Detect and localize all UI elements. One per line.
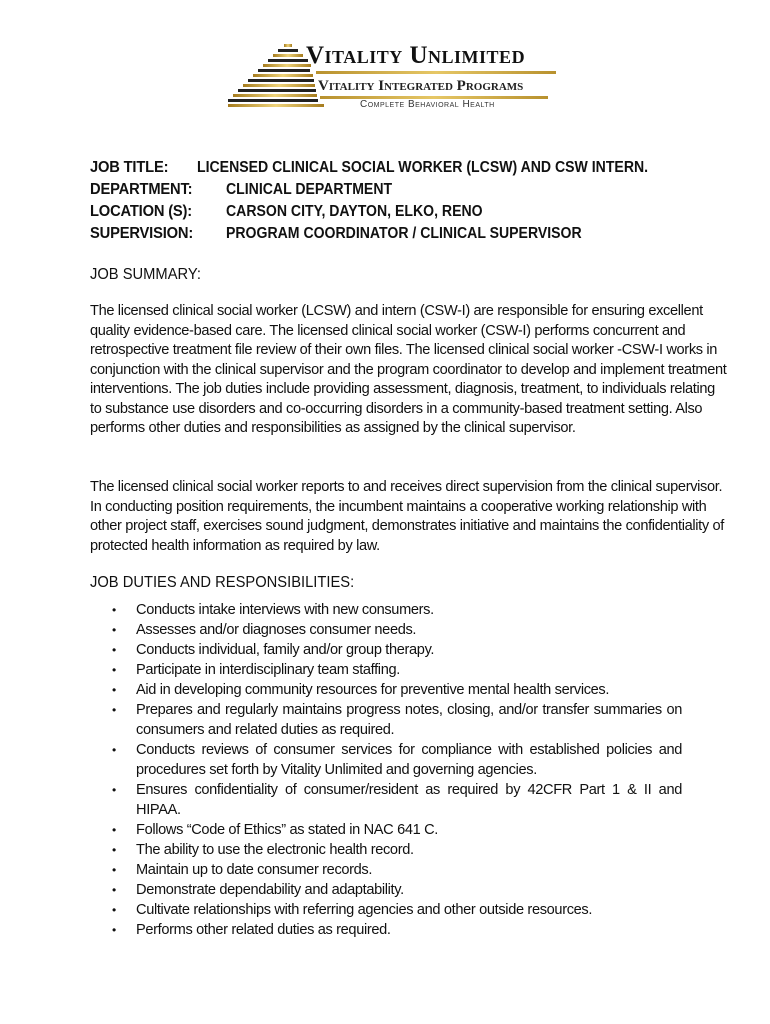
bullet-icon: • [112,663,116,677]
duty-text: Maintain up to date consumer records. [136,862,373,878]
duty-text: Conducts intake interviews with new consumers. [136,602,434,618]
duty-text: Follows “Code of Ethics” as stated in NAC 641 C. [136,822,438,838]
bullet-icon: • [112,683,116,697]
location-label: LOCATION (S): [90,203,193,220]
bullet-icon: • [112,623,116,637]
bullet-icon: • [112,783,116,797]
job-summary-paragraph [90,302,730,439]
location-row [90,201,710,223]
duty-text: The ability to use the electronic health record. [136,842,414,858]
department-label: DEPARTMENT: [90,181,193,198]
job-title-label: JOB TITLE: [90,159,169,176]
duty-text: Participate in interdisciplinary team staffing. [136,662,400,678]
list-item [112,600,682,620]
duty-text: Demonstrate dependability and adaptability. [136,882,404,898]
list-item [112,680,682,700]
bullet-icon: • [112,843,116,857]
duty-text: Assesses and/or diagnoses consumer needs. [136,622,417,638]
summary-paragraph-2: The licensed clinical social worker reports to and receives direct supervision from the clinical supervisor. In conducting position requirements, the incumbent maintains a cooperative working relationship with other project staff, exercises sound judgment, demonstrates initiative and maintains the confidentiality of protected health information as required by law. [90,479,724,554]
list-item [112,880,682,900]
logo-programs-name: Vitality Integrated Programs [318,78,524,94]
list-item [112,820,682,840]
duties-list [112,600,682,940]
list-item [112,920,682,940]
list-item [112,840,682,860]
bullet-icon: • [112,923,116,937]
department-value: CLINICAL DEPARTMENT [226,181,393,198]
bullet-icon: • [112,743,116,757]
job-header-table [90,157,710,245]
list-item [112,860,682,880]
department-row [90,179,710,201]
supervision-value: PROGRAM COORDINATOR / CLINICAL SUPERVISOR [226,225,582,242]
list-item [112,740,682,780]
bullet-icon: • [112,823,116,837]
duty-text: Cultivate relationships with referring agencies and other outside resources. [136,902,593,918]
bullet-icon: • [112,703,116,717]
bullet-icon: • [112,903,116,917]
job-summary-heading: JOB SUMMARY: [90,266,201,283]
bullet-icon: • [112,863,116,877]
logo-gold-rule [316,71,556,74]
duties-heading: JOB DUTIES AND RESPONSIBILITIES: [90,574,355,591]
duty-text: Performs other related duties as required. [136,922,391,938]
duty-text: Conducts individual, family and/or group therapy. [136,642,435,658]
summary-paragraph-1: The licensed clinical social worker (LCSW) and intern (CSW-I) are responsible for ensuring excellent quality evidence-based care. The licensed clinical social worker (CSW-I) performs concurrent and retrospective treatment file review of their own files. The licensed clinical social worker -CSW-I works in conjunction with the clinical supervisor and the program coordinator to develop and implement treatment interventions. The job duties include providing assessment, diagnosis, treatment, to individuals relating to substance use disorders and co-occurring disorders in a community-based treatment setting. Also performs other duties and responsibilities as assigned by the clinical supervisor. [90,303,727,436]
duty-text: Ensures confidentiality of consumer/resident as required by 42CFR Part 1 & II and HIPAA. [136,782,682,818]
logo-tagline: Complete Behavioral Health [360,99,495,110]
duty-text: Conducts reviews of consumer services for compliance with established policies and procedures set forth by Vitality Unlimited and governing agencies. [136,742,682,778]
supervision-paragraph [90,478,730,556]
list-item [112,900,682,920]
logo-company-name: Vitality Unlimited [306,42,526,69]
duty-text: Prepares and regularly maintains progress notes, closing, and/or transfer summaries on consumers and related duties as required. [136,702,682,738]
list-item [112,660,682,680]
bullet-icon: • [112,643,116,657]
company-logo [228,40,568,115]
location-value: CARSON CITY, DAYTON, ELKO, RENO [226,203,483,220]
list-item [112,700,682,740]
bullet-icon: • [112,603,116,617]
supervision-label: SUPERVISION: [90,225,194,242]
duty-text: Aid in developing community resources for preventive mental health services. [136,682,610,698]
bullet-icon: • [112,883,116,897]
list-item [112,780,682,820]
job-title-row [90,157,710,179]
list-item [112,620,682,640]
supervision-row [90,223,710,245]
job-title-value: LICENSED CLINICAL SOCIAL WORKER (LCSW) AND CSW INTERN. [197,159,649,176]
list-item [112,640,682,660]
